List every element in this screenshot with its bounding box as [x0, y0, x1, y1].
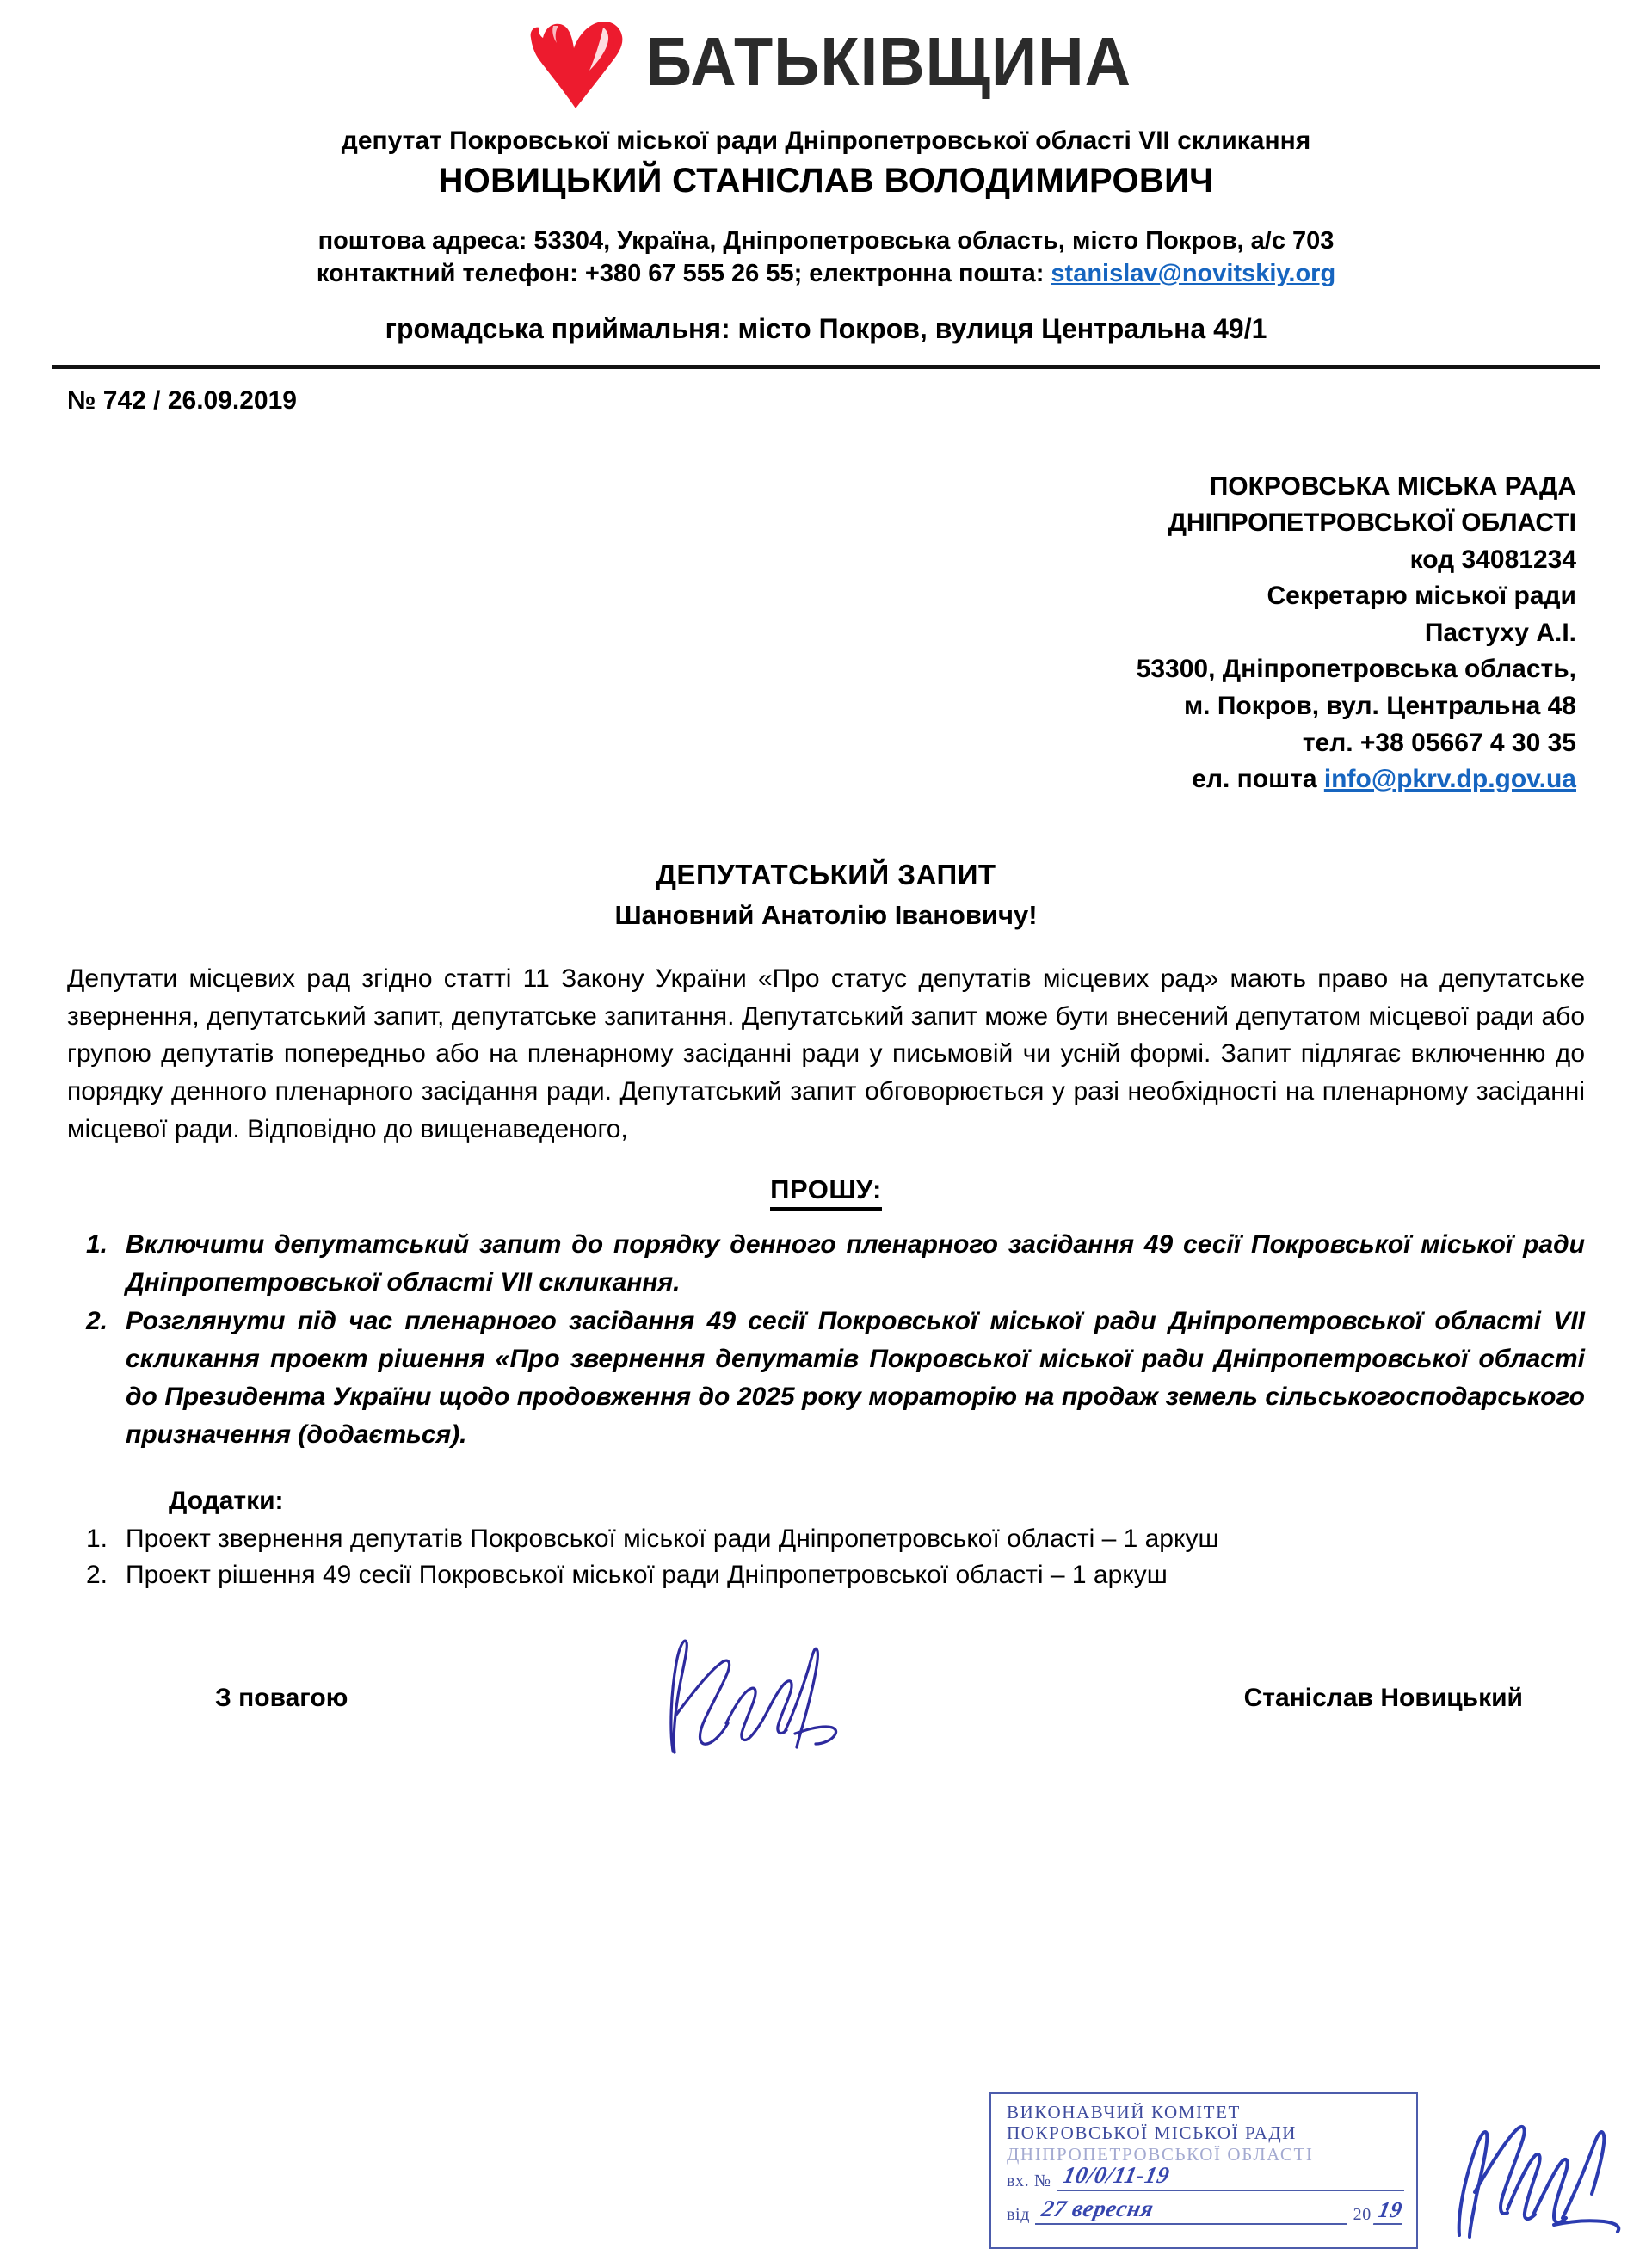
- stamp-date-label: від: [1007, 2205, 1030, 2225]
- recipient-line: 53300, Дніпропетровська область,: [1136, 655, 1576, 684]
- request-text: Розглянути під час пленарного засідання 49 сесії Покровської міської ради Дніпропетровської області VII скликання проект рішення «Про звернення депутатів Покровської міської ради Дніпропетровської області до Президента України щодо продовження до 2025 року мораторію на продаж земель сільськогосподарського призначення (додається).: [126, 1307, 1585, 1449]
- recipient-line: Секретарю міської ради: [1267, 582, 1576, 611]
- party-logo: [0, 0, 1652, 112]
- attachments-list: [86, 1521, 1585, 1594]
- request-number: 1.: [86, 1229, 108, 1259]
- attachment-item: [86, 1521, 1585, 1558]
- signer-name: Станіслав Новицький: [1243, 1683, 1523, 1712]
- heart-brushstroke-icon: [521, 14, 631, 110]
- logo-wordmark: БАТЬКІВЩИНА: [645, 22, 1132, 101]
- handwritten-signature-icon: [620, 1632, 878, 1761]
- stamp-incoming-value: 10/0/11-19: [1060, 2162, 1172, 2189]
- incoming-stamp: [989, 2092, 1418, 2249]
- document-greeting: Шановний Анатолію Івановичу!: [614, 899, 1038, 930]
- deputy-email-link[interactable]: stanislav@novitskiy.org: [1051, 259, 1336, 287]
- recipient-line: код 34081234: [1409, 545, 1576, 574]
- stamp-countersignature-icon: [1433, 2098, 1631, 2252]
- attachment-text: Проект рішення 49 сесії Покровської міської ради Дніпропетровської області – 1 аркуш: [126, 1561, 1168, 1590]
- attachment-item: [86, 1557, 1585, 1594]
- header-divider: [52, 365, 1600, 369]
- recipient-line: м. Покров, вул. Центральна 48: [1183, 692, 1576, 721]
- attachment-number: 1.: [86, 1524, 108, 1553]
- attachment-number: 2.: [86, 1561, 108, 1590]
- recipient-line: ДНІПРОПЕТРОВСЬКОЇ ОБЛАСТІ: [1168, 508, 1576, 538]
- stamp-year-field: [1353, 2197, 1404, 2225]
- request-number: 2.: [86, 1307, 108, 1336]
- proshu-heading: [0, 1174, 1652, 1205]
- request-item: [86, 1303, 1585, 1453]
- contact-phone-text: контактний телефон: +380 67 555 26 55; електронна пошта:: [316, 259, 1051, 287]
- request-item: [86, 1226, 1585, 1302]
- stamp-line-3: ДНІПРОПЕТРОВСЬКОЇ ОБЛАСТІ: [1007, 2143, 1314, 2165]
- recipient-block: [0, 469, 1576, 798]
- signature-closing: З повагою: [215, 1683, 348, 1712]
- stamp-line-2: ПОКРОВСЬКОЇ МІСЬКОЇ РАДИ: [1007, 2122, 1298, 2144]
- recipient-line: ПОКРОВСЬКА МІСЬКА РАДА: [1209, 471, 1576, 501]
- document-title: ДЕПУТАТСЬКИЙ ЗАПИТ: [656, 858, 996, 890]
- requests-list: [86, 1226, 1585, 1454]
- stamp-year-value: 19: [1373, 2197, 1407, 2225]
- stamp-line-1: ВИКОНАВЧИЙ КОМІТЕТ: [1007, 2102, 1241, 2122]
- stamp-date-rule: [1035, 2196, 1347, 2225]
- recipient-email-link[interactable]: info@pkrv.dp.gov.ua: [1323, 765, 1576, 794]
- deputy-name: НОВИЦЬКИЙ СТАНІСЛАВ ВОЛОДИМИРОВИЧ: [438, 162, 1214, 200]
- stamp-date-value: 27 вересня: [1039, 2196, 1156, 2222]
- document-number: № 742 / 26.09.2019: [67, 385, 297, 415]
- attachments-heading: Додатки:: [169, 1486, 284, 1515]
- postal-address-line: поштова адреса: 53304, Україна, Дніпропетровська область, місто Покров, а/с 703: [317, 226, 1335, 255]
- stamp-incoming-number-field: [1007, 2162, 1404, 2191]
- contact-line: [52, 257, 1600, 290]
- deputy-role-line: депутат Покровської міської ради Дніпропетровської області VII скликання: [341, 126, 1311, 155]
- proshu-label: ПРОШУ:: [770, 1174, 882, 1211]
- incoming-stamp-area: [989, 2092, 1643, 2264]
- signature-row: [215, 1644, 1583, 1756]
- stamp-incoming-rule: [1057, 2162, 1404, 2191]
- recipient-line: Пастуху А.І.: [1424, 618, 1576, 647]
- attachment-text: Проект звернення депутатів Покровської міської ради Дніпропетровської області – 1 аркуш: [126, 1524, 1219, 1553]
- recipient-line: тел. +38 05667 4 30 35: [1302, 728, 1576, 757]
- letterhead: [0, 126, 1652, 346]
- public-reception-line: громадська приймальня: місто Покров, вулиця Центральна 49/1: [385, 313, 1267, 345]
- stamp-date-field: [1007, 2197, 1404, 2225]
- body-paragraph: Депутати місцевих рад згідно статті 11 Закону України «Про статус депутатів місцевих рад» мають право на депутатське звернення, депутатський запит, депутатське запитання. Депутатський запит може бути внесений депутатом місцевої ради або групою депутатів попередньо або на пленарному засіданні ради у письмовій чи усній формі. Запит підлягає включенню до порядку денного пленарного засідання ради. Депутатський запит обговорюється у разі необхідності на пленарному засіданні місцевої ради. Відповідно до вищенаведеного,: [67, 964, 1585, 1144]
- stamp-incoming-label: вх. №: [1007, 2172, 1051, 2191]
- recipient-email-line: [0, 761, 1576, 798]
- request-text: Включити депутатський запит до порядку денного пленарного засідання 49 сесії Покровської міської ради Дніпропетровської області VII скликання.: [126, 1229, 1585, 1297]
- stamp-year-prefix: 20: [1353, 2205, 1372, 2225]
- recipient-email-label: ел. пошта: [1192, 765, 1324, 794]
